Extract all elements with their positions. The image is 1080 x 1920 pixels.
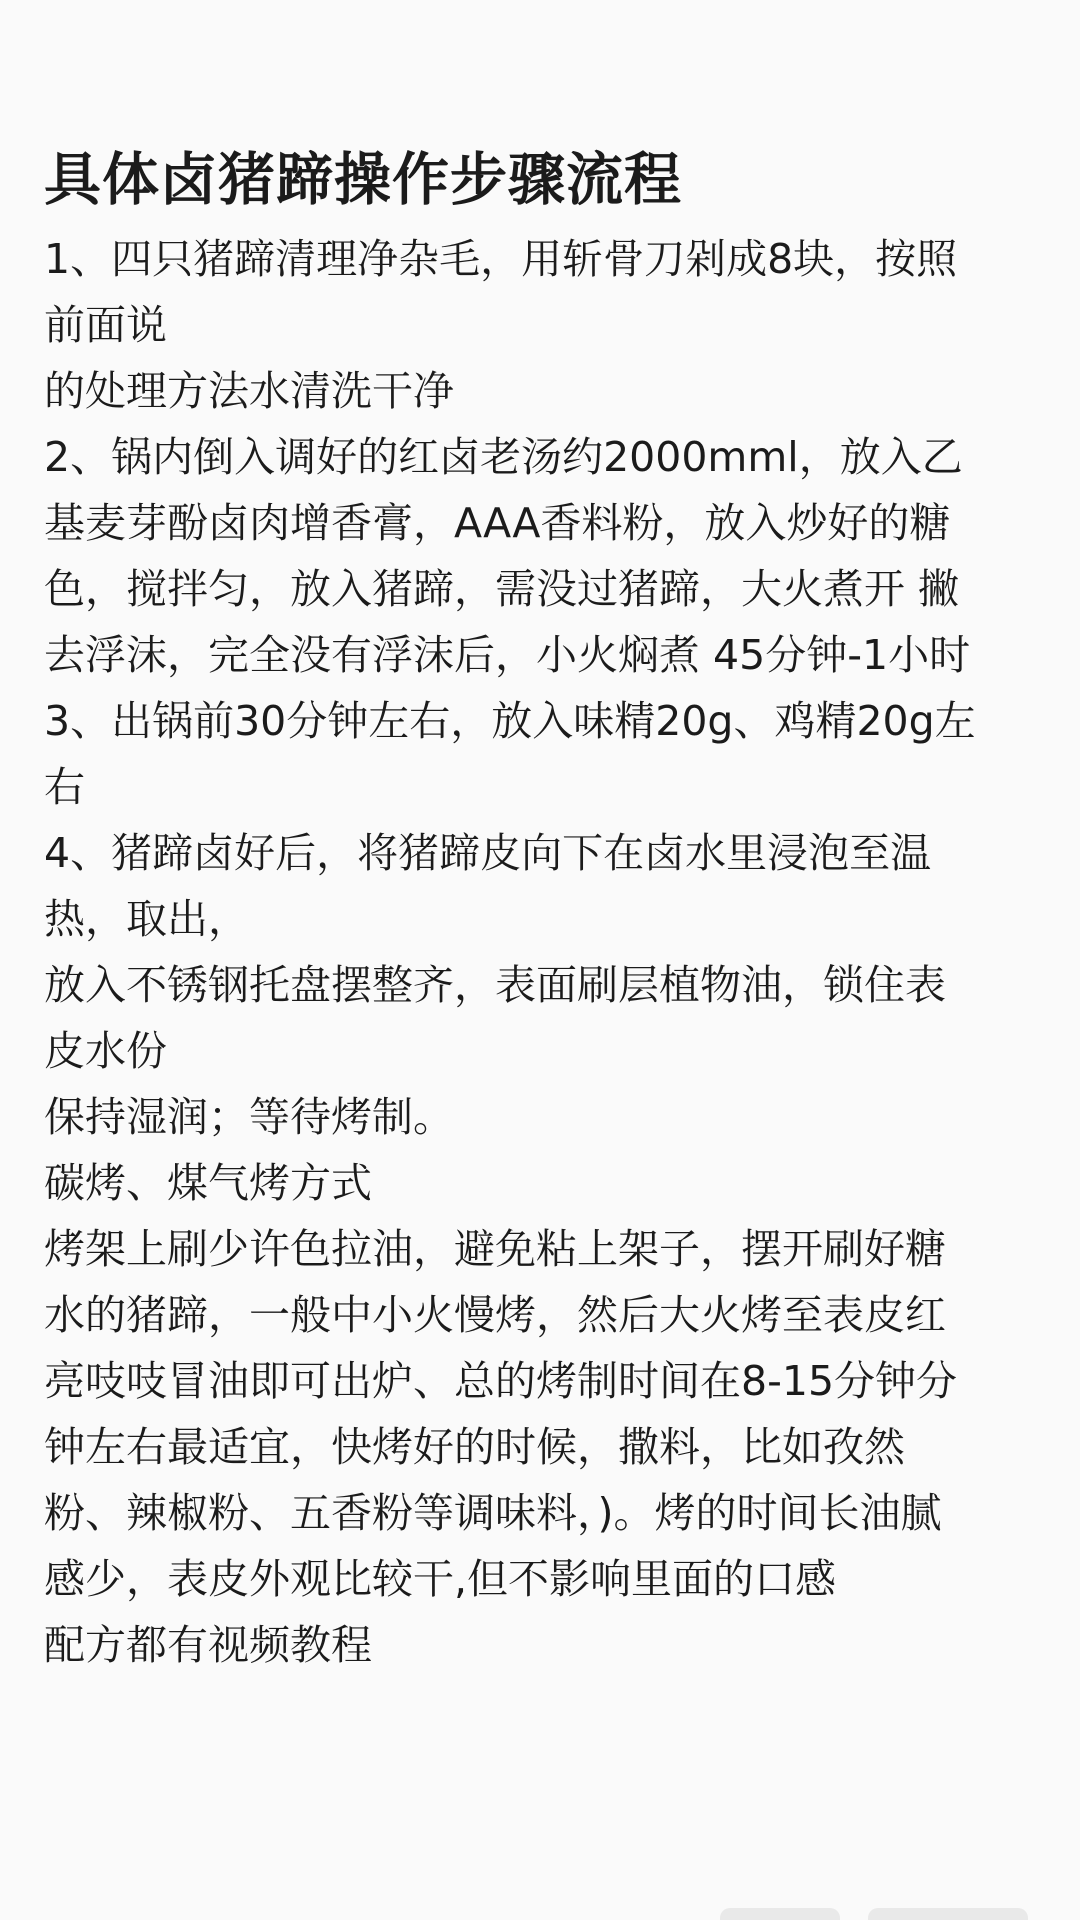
body-line: 右 [44,763,85,811]
body-line: 1、四只猪蹄清理净杂毛，用斩骨刀剁成8块，按照 [44,235,958,283]
body-line: 粉、辣椒粉、五香粉等调味料，)。烤的时间长油腻 [44,1489,942,1537]
body-line: 热，取出， [44,895,249,943]
toolbar-button-partial[interactable] [720,1908,840,1920]
body-line: 保持湿润；等待烤制。 [44,1093,454,1141]
body-line: 亮吱吱冒油即可出炉、总的烤制时间在8-15分钟分 [44,1357,958,1405]
body-line: 水的猪蹄，一般中小火慢烤，然后大火烤至表皮红 [44,1291,946,1339]
body-line: 色，搅拌匀，放入猪蹄，需没过猪蹄，大火煮开 撇 [44,565,960,613]
body-line: 去浮沫，完全没有浮沫后，小火焖煮 45分钟-1小时 [44,631,971,679]
body-line: 2、锅内倒入调好的红卤老汤约2000mml，放入乙 [44,433,963,481]
toolbar-button-partial[interactable] [868,1908,1028,1920]
body-line: 4、猪蹄卤好后，将猪蹄皮向下在卤水里浸泡至温 [44,829,932,877]
body-line: 前面说 [44,301,167,349]
body-line: 感少，表皮外观比较干,但不影响里面的口感 [44,1555,837,1603]
body-line: 烤架上刷少许色拉油，避免粘上架子，摆开刷好糖 [44,1225,946,1273]
body-line: 皮水份 [44,1027,167,1075]
body-line: 配方都有视频教程 [44,1621,372,1669]
body-line: 碳烤、煤气烤方式 [44,1159,372,1207]
body-line: 的处理方法水清洗干净 [44,367,454,415]
article [44,140,1044,1678]
article-title: 具体卤猪蹄操作步骤流程 [44,147,682,213]
body-line: 钟左右最适宜，快烤好的时候，撒料，比如孜然 [44,1423,905,1471]
body-line: 3、出锅前30分钟左右，放入味精20g、鸡精20g左 [44,697,976,745]
body-line: 基麦芽酚卤肉增香膏，AAA香料粉，放入炒好的糖 [44,499,951,547]
body-line: 放入不锈钢托盘摆整齐，表面刷层植物油，锁住表 [44,961,946,1009]
article-body [44,226,1044,1678]
bottom-toolbar-edge [0,1906,1080,1920]
